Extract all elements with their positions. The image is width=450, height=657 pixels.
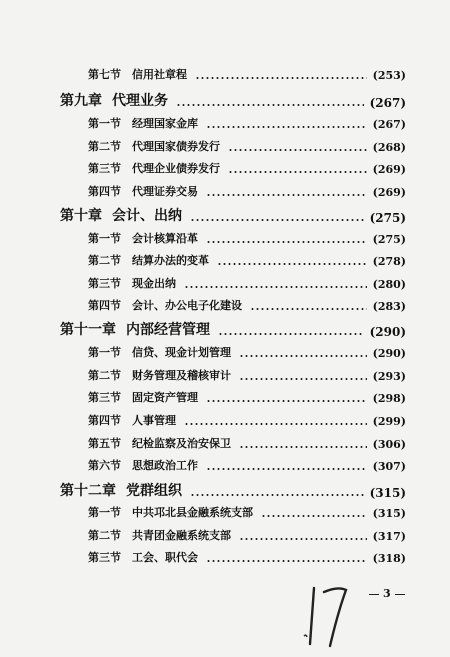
dot-leader	[261, 515, 367, 517]
toc-entry-chapter	[60, 90, 406, 110]
toc-entry-section	[88, 138, 406, 154]
toc-entry-section	[88, 297, 406, 313]
toc-entry-section	[88, 66, 406, 82]
toc-entry-chapter	[60, 205, 406, 225]
entry-title: 财务管理及稽核审计	[132, 369, 231, 382]
entry-page: (275)	[372, 233, 406, 246]
toc-entry-section	[88, 344, 406, 360]
entry-title: 纪检监察及治安保卫	[132, 437, 231, 450]
entry-title: 人事管理	[132, 414, 176, 427]
toc-entry-section	[88, 412, 406, 428]
entry-page: (280)	[372, 278, 406, 291]
entry-number: 第二节	[88, 529, 121, 542]
entry-number: 第一节	[88, 346, 121, 359]
entry-page: (267)	[369, 96, 406, 110]
entry-title: 经理国家金库	[132, 117, 198, 130]
entry-number: 第二节	[88, 140, 121, 153]
entry-page: (318)	[372, 552, 406, 565]
entry-number: 第一节	[88, 506, 121, 519]
entry-page: (269)	[372, 163, 406, 176]
dot-leader	[206, 400, 367, 402]
entry-number: 第三节	[88, 162, 121, 175]
entry-page: (298)	[372, 392, 406, 405]
entry-number: 第四节	[88, 299, 121, 312]
entry-page: (253)	[372, 69, 406, 82]
entry-title: 结算办法的变革	[132, 254, 209, 267]
dot-leader	[176, 104, 364, 106]
dot-leader	[228, 149, 367, 151]
entry-number: 第三节	[88, 391, 121, 404]
entry-page: (278)	[372, 255, 406, 268]
entry-number: 第七节	[88, 68, 121, 81]
toc-entry-section	[88, 549, 406, 565]
entry-number: 第十二章	[60, 483, 116, 499]
entry-number: 第六节	[88, 459, 121, 472]
dot-leader	[184, 423, 367, 425]
entry-page: (290)	[372, 347, 406, 360]
toc-entry-section	[88, 389, 406, 405]
dot-leader	[217, 263, 367, 265]
entry-title: 会计、办公电子化建设	[132, 299, 242, 312]
entry-page: (306)	[372, 438, 406, 451]
entry-title: 会计、出纳	[112, 208, 182, 224]
entry-title: 信贷、现金计划管理	[132, 346, 231, 359]
entry-number: 第五节	[88, 437, 121, 450]
entry-page: (315)	[372, 507, 406, 520]
toc-entry-section	[88, 183, 406, 199]
entry-page: (275)	[369, 211, 406, 225]
entry-title: 代理证券交易	[132, 185, 198, 198]
dot-leader	[206, 194, 367, 196]
entry-title: 思想政治工作	[132, 459, 198, 472]
toc-entry-section	[88, 275, 406, 291]
dot-leader	[239, 446, 367, 448]
dot-leader	[206, 126, 367, 128]
entry-page: (268)	[372, 141, 406, 154]
toc-entry-section	[88, 252, 406, 268]
entry-title: 共青团金融系统支部	[132, 529, 231, 542]
dot-leader	[250, 308, 367, 310]
entry-title: 内部经营管理	[126, 322, 210, 338]
toc-entry-section	[88, 457, 406, 473]
toc-entry-section	[88, 435, 406, 451]
toc-entry-chapter	[60, 319, 406, 339]
entry-page: (315)	[369, 486, 406, 500]
entry-title: 代理企业债券发行	[132, 162, 220, 175]
dot-leader	[206, 241, 367, 243]
entry-title: 代理国家债券发行	[132, 140, 220, 153]
dot-leader	[239, 355, 367, 357]
dot-leader	[206, 468, 367, 470]
handwritten-mark	[300, 580, 360, 654]
toc-entry-section	[88, 230, 406, 246]
entry-number: 第二节	[88, 254, 121, 267]
entry-number: 第四节	[88, 414, 121, 427]
dot-leader	[239, 538, 367, 540]
entry-number: 第九章	[60, 93, 102, 109]
dot-leader	[218, 333, 364, 335]
entry-page: (317)	[372, 530, 406, 543]
dot-leader	[190, 494, 364, 496]
entry-title: 工会、职代会	[132, 551, 198, 564]
entry-number: 第二节	[88, 369, 121, 382]
dot-leader	[206, 560, 367, 562]
toc-entry-section	[88, 504, 406, 520]
entry-page: (290)	[369, 325, 406, 339]
entry-page: (269)	[372, 186, 406, 199]
entry-title: 代理业务	[112, 93, 168, 109]
entry-title: 信用社章程	[132, 68, 187, 81]
entry-page: (307)	[372, 460, 406, 473]
toc-entry-chapter	[60, 480, 406, 500]
toc-entry-section	[88, 115, 406, 131]
dot-leader	[190, 219, 364, 221]
handwritten-17-icon	[300, 580, 360, 650]
entry-number: 第三节	[88, 551, 121, 564]
entry-number: 第十章	[60, 208, 102, 224]
toc-entry-section	[88, 160, 406, 176]
dot-leader	[228, 171, 367, 173]
toc-entry-section	[88, 367, 406, 383]
entry-title: 中共邛北县金融系统支部	[132, 506, 253, 519]
entry-page: (299)	[372, 415, 406, 428]
page-number: 3	[365, 587, 409, 600]
entry-title: 固定资产管理	[132, 391, 198, 404]
entry-title: 现金出纳	[132, 277, 176, 290]
entry-page: (293)	[372, 370, 406, 383]
dot-leader	[184, 286, 367, 288]
entry-page: (283)	[372, 300, 406, 313]
dot-leader	[239, 378, 367, 380]
entry-page: (267)	[372, 118, 406, 131]
dot-leader	[195, 77, 367, 79]
entry-number: 第一节	[88, 117, 121, 130]
entry-number: 第四节	[88, 185, 121, 198]
entry-title: 会计核算沿革	[132, 232, 198, 245]
entry-number: 第十一章	[60, 322, 116, 338]
entry-number: 第一节	[88, 232, 121, 245]
entry-number: 第三节	[88, 277, 121, 290]
entry-title: 党群组织	[126, 483, 182, 499]
toc-entry-section	[88, 527, 406, 543]
